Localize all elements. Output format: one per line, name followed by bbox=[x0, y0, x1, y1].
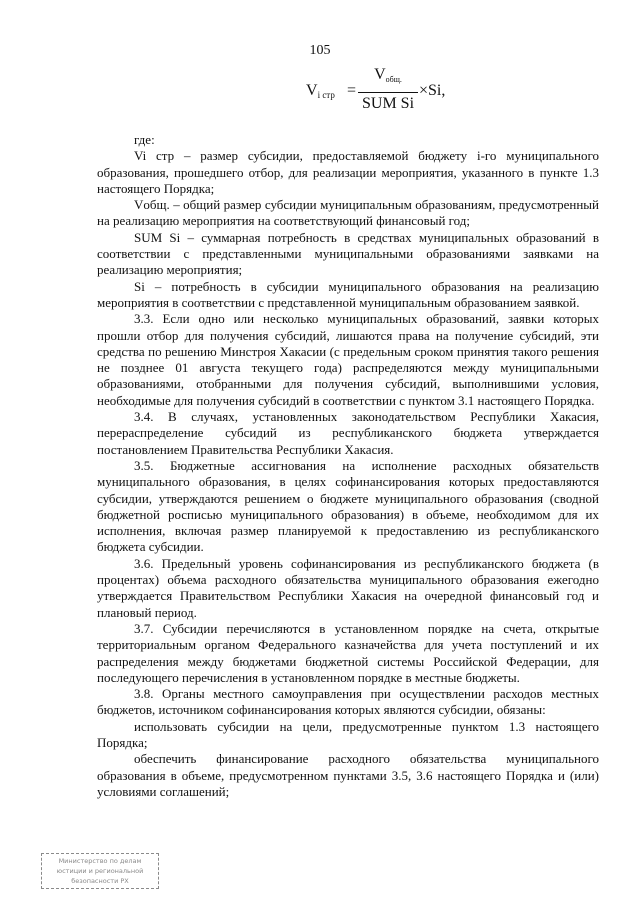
formula-lhs bbox=[306, 82, 335, 100]
stamp-line: Министерство по делам bbox=[58, 857, 142, 865]
page-number: 105 bbox=[309, 43, 331, 58]
formula-numerator bbox=[358, 66, 418, 89]
formula-denominator: SUM Si bbox=[361, 95, 415, 112]
formula-equals: = bbox=[347, 82, 357, 99]
formula-num-sub: общ. bbox=[385, 75, 402, 84]
formula-lhs-var: V bbox=[306, 82, 318, 99]
document-body bbox=[97, 132, 599, 800]
stamp-line: безопасности РХ bbox=[71, 877, 129, 885]
paragraph: 3.3. Если одно или несколько муниципальных образований, заявки которых прошли отбор для получения субсидий, лишаются права на получение субсидий, эти средства по решению Минстроя Хакасии (с предельным сроком принятия такого решения не позднее 01 августа текущего года) распределяются между муниципальными образованиями, отобранными для получения субсидий, выполнившими условия, необходимые для получения субсидий в соответствии с пунктом 3.1 настоящего Порядка. bbox=[97, 311, 599, 408]
paragraph: где: bbox=[134, 132, 155, 147]
paragraph: Si – потребность в субсидии муниципального образования на реализацию мероприятия в соответствии с представленной муниципальным образованием заявкой. bbox=[97, 278, 599, 310]
subsidy-formula bbox=[306, 66, 456, 110]
paragraph: SUM Si – суммарная потребность в средствах муниципальных образований в соответствии с представленными муниципальными образованиями заявками на реализацию мероприятия; bbox=[97, 229, 599, 278]
paragraph: использовать субсидии на цели, предусмотренные пунктом 1.3 настоящего Порядка; bbox=[97, 718, 599, 750]
paragraph: 3.8. Органы местного самоуправления при осуществлении расходов местных бюджетов, источником софинансирования которых являются субсидии, обязаны: bbox=[97, 686, 599, 718]
paragraph: обеспечить финансирование расходного обязательства муниципального образования в объеме, предусмотренном пунктами 3.5, 3.6 настоящего Порядка и (или) условиями соглашений; bbox=[97, 751, 599, 799]
fraction-bar bbox=[358, 92, 418, 93]
stamp-line: юстиции и региональной bbox=[56, 867, 144, 875]
paragraph: 3.7. Субсидии перечисляются в установленном порядке на счета, открытые территориальным органом Федерального казначейства для учета поступлений и их распределения между бюджетами бюджетной системы Российской Федерации, для последующего перечисления в установленном порядке в местные бюджеты. bbox=[97, 620, 599, 685]
paragraph: 3.6. Предельный уровень софинансирования из республиканского бюджета (в процентах) объема расходного обязательства муниципального образования ежегодно утверждается Правительством Республики Хакасия на очередной финансовый год и плановый период. bbox=[97, 555, 599, 620]
paragraph: 3.5. Бюджетные ассигнования на исполнение расходных обязательств муниципального образования, в целях софинансирования которых предоставляются субсидии, утверждаются решением о бюджете муниципального образования (сводной бюджетной росписью муниципального образования) в объеме, необходимом для их исполнения, включая размер планируемой к предоставлению из республиканского бюджета субсидии. bbox=[97, 457, 599, 555]
formula-num-var: V bbox=[374, 66, 386, 83]
paragraph: Vi стр – размер субсидии, предоставляемой бюджету i-го муниципального образования, прошедшего отбор, для реализации мероприятия, указанного в пункте 1.3 настоящего Порядка; bbox=[97, 148, 599, 196]
registration-stamp bbox=[41, 853, 159, 889]
paragraph: Vобщ. – общий размер субсидии муниципальным образованиям, предусмотренный на реализацию мероприятия на соответствующий финансовый год; bbox=[97, 197, 599, 229]
formula-fraction bbox=[358, 66, 418, 113]
formula-multiplier: ×Si, bbox=[419, 82, 446, 99]
formula-lhs-sub: i стр bbox=[317, 90, 335, 100]
paragraph: 3.4. В случаях, установленных законодательством Республики Хакасия, перераспределение субсидий из республиканского бюджета утверждается постановлением Правительства Республики Хакасия. bbox=[97, 409, 599, 457]
